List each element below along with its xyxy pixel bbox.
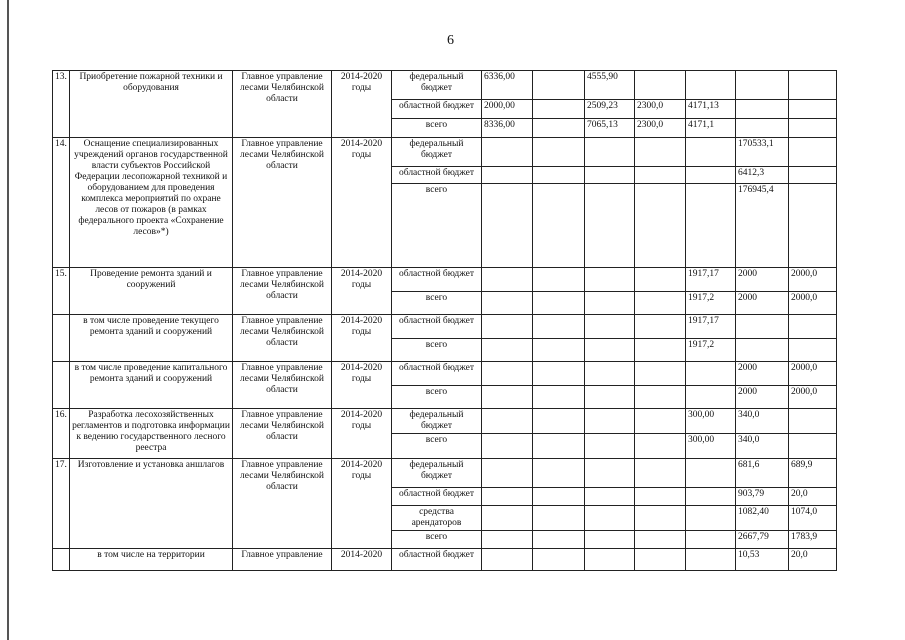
value-cell: [533, 100, 585, 119]
value-cell: [635, 167, 686, 184]
executor: Главное управление лесами Челябинской области: [233, 409, 332, 459]
value-cell: [482, 184, 533, 268]
value-cell: [585, 459, 635, 488]
value-cell: [736, 339, 789, 362]
value-cell: 2509,23: [585, 100, 635, 119]
value-cell: 1917,17: [686, 268, 736, 292]
value-cell: [533, 138, 585, 167]
funding-source: федеральный бюджет: [392, 138, 482, 167]
value-cell: [533, 71, 585, 100]
table-row: [53, 459, 837, 488]
item-number: 13.: [53, 71, 70, 138]
value-cell: [686, 386, 736, 409]
value-cell: 2000,0: [789, 362, 837, 386]
value-cell: 689,9: [789, 459, 837, 488]
value-cell: [585, 434, 635, 459]
period: 2014-2020 годы: [332, 71, 392, 138]
value-cell: [736, 315, 789, 339]
value-cell: [585, 268, 635, 292]
value-cell: 2000,0: [789, 386, 837, 409]
value-cell: [482, 292, 533, 315]
value-cell: [789, 138, 837, 167]
executor: Главное управление: [233, 549, 332, 571]
funding-source: федеральный бюджет: [392, 71, 482, 100]
value-cell: [533, 292, 585, 315]
value-cell: [635, 339, 686, 362]
funding-source: всего: [392, 119, 482, 138]
value-cell: 1082,40: [736, 506, 789, 531]
item-number: [53, 362, 70, 409]
value-cell: [482, 362, 533, 386]
value-cell: 300,00: [686, 434, 736, 459]
value-cell: 2300,0: [635, 100, 686, 119]
table-row: [53, 138, 837, 167]
table-row: [53, 409, 837, 434]
value-cell: [736, 119, 789, 138]
executor: Главное управление лесами Челябинской области: [233, 138, 332, 268]
executor: Главное управление лесами Челябинской области: [233, 459, 332, 549]
funding-source: всего: [392, 184, 482, 268]
value-cell: [789, 100, 837, 119]
value-cell: 2000: [736, 268, 789, 292]
value-cell: [533, 409, 585, 434]
value-cell: [533, 488, 585, 506]
executor: Главное управление лесами Челябинской области: [233, 268, 332, 315]
activity-name: Оснащение специализированных учреждений органов государственной власти субъектов Российской Федерации лесопожарной техникой и оборудованием для проведения комплекса мероприятий по охране лесов от пожаров (в рамках федерального проекта «Сохранение лесов»*): [70, 138, 233, 268]
value-cell: [533, 549, 585, 571]
value-cell: [585, 167, 635, 184]
funding-source: всего: [392, 386, 482, 409]
value-cell: 6412,3: [736, 167, 789, 184]
value-cell: [482, 434, 533, 459]
value-cell: 300,00: [686, 409, 736, 434]
item-number: 16.: [53, 409, 70, 459]
table-row: [53, 315, 837, 339]
value-cell: 681,6: [736, 459, 789, 488]
value-cell: 6336,00: [482, 71, 533, 100]
value-cell: 4555,90: [585, 71, 635, 100]
value-cell: [482, 386, 533, 409]
funding-source: областной бюджет: [392, 488, 482, 506]
period: 2014-2020: [332, 549, 392, 571]
value-cell: 4171,1: [686, 119, 736, 138]
funding-source: областной бюджет: [392, 315, 482, 339]
executor: Главное управление лесами Челябинской области: [233, 362, 332, 409]
value-cell: [635, 292, 686, 315]
item-number: 15.: [53, 268, 70, 315]
period: 2014-2020 годы: [332, 362, 392, 409]
funding-source: областной бюджет: [392, 549, 482, 571]
funding-source: всего: [392, 292, 482, 315]
value-cell: 2000,0: [789, 292, 837, 315]
value-cell: [482, 531, 533, 549]
value-cell: [736, 71, 789, 100]
funding-source: областной бюджет: [392, 100, 482, 119]
value-cell: [635, 184, 686, 268]
value-cell: [789, 184, 837, 268]
value-cell: [482, 315, 533, 339]
value-cell: [686, 138, 736, 167]
value-cell: 2300,0: [635, 119, 686, 138]
value-cell: [585, 488, 635, 506]
value-cell: [635, 386, 686, 409]
value-cell: [533, 386, 585, 409]
funding-source: средства арендаторов: [392, 506, 482, 531]
value-cell: 8336,00: [482, 119, 533, 138]
value-cell: 170533,1: [736, 138, 789, 167]
period: 2014-2020 годы: [332, 459, 392, 549]
activity-name: Разработка лесохозяйственных регламентов и подготовка информации к ведению государственного лесного реестра: [70, 409, 233, 459]
value-cell: [686, 531, 736, 549]
activity-name: Проведение ремонта зданий и сооружений: [70, 268, 233, 315]
value-cell: 2000: [736, 386, 789, 409]
value-cell: [533, 184, 585, 268]
value-cell: 10,53: [736, 549, 789, 571]
value-cell: 2000: [736, 292, 789, 315]
value-cell: [533, 268, 585, 292]
value-cell: [635, 549, 686, 571]
value-cell: 903,79: [736, 488, 789, 506]
value-cell: 1783,9: [789, 531, 837, 549]
value-cell: [482, 268, 533, 292]
value-cell: [789, 167, 837, 184]
value-cell: [482, 549, 533, 571]
period: 2014-2020 годы: [332, 315, 392, 362]
value-cell: [533, 531, 585, 549]
value-cell: [686, 506, 736, 531]
value-cell: [635, 71, 686, 100]
table-row: [53, 549, 837, 571]
value-cell: [533, 315, 585, 339]
value-cell: 176945,4: [736, 184, 789, 268]
value-cell: [533, 339, 585, 362]
value-cell: [482, 138, 533, 167]
item-number: [53, 549, 70, 571]
value-cell: [533, 506, 585, 531]
activity-name: в том числе проведение капитального ремонта зданий и сооружений: [70, 362, 233, 409]
value-cell: [585, 315, 635, 339]
value-cell: [585, 292, 635, 315]
value-cell: [533, 459, 585, 488]
value-cell: [789, 409, 837, 434]
value-cell: [686, 549, 736, 571]
executor: Главное управление лесами Челябинской области: [233, 315, 332, 362]
value-cell: [482, 339, 533, 362]
funding-source: федеральный бюджет: [392, 459, 482, 488]
value-cell: [635, 459, 686, 488]
value-cell: [585, 409, 635, 434]
value-cell: 20,0: [789, 488, 837, 506]
funding-source: федеральный бюджет: [392, 409, 482, 434]
funding-source: всего: [392, 434, 482, 459]
value-cell: 2000: [736, 362, 789, 386]
value-cell: [686, 71, 736, 100]
value-cell: [585, 506, 635, 531]
value-cell: [585, 531, 635, 549]
value-cell: [585, 184, 635, 268]
value-cell: [585, 549, 635, 571]
value-cell: [789, 315, 837, 339]
value-cell: [635, 268, 686, 292]
period: 2014-2020 годы: [332, 268, 392, 315]
activity-name: Изготовление и установка аншлагов: [70, 459, 233, 549]
activity-name: Приобретение пожарной техники и оборудования: [70, 71, 233, 138]
value-cell: [635, 315, 686, 339]
value-cell: 1917,2: [686, 339, 736, 362]
item-number: 17.: [53, 459, 70, 549]
value-cell: [533, 119, 585, 138]
funding-source: всего: [392, 339, 482, 362]
value-cell: 1917,17: [686, 315, 736, 339]
value-cell: [585, 362, 635, 386]
value-cell: 340,0: [736, 434, 789, 459]
value-cell: [686, 488, 736, 506]
value-cell: 2000,0: [789, 268, 837, 292]
value-cell: [635, 434, 686, 459]
table-row: [53, 268, 837, 292]
value-cell: [533, 167, 585, 184]
page-number: 6: [447, 33, 454, 48]
value-cell: [635, 506, 686, 531]
value-cell: 1074,0: [789, 506, 837, 531]
value-cell: [482, 506, 533, 531]
value-cell: [686, 184, 736, 268]
activity-name: в том числе на территории: [70, 549, 233, 571]
value-cell: 4171,13: [686, 100, 736, 119]
table-row: [53, 71, 837, 100]
value-cell: [585, 339, 635, 362]
funding-source: областной бюджет: [392, 268, 482, 292]
value-cell: [585, 386, 635, 409]
value-cell: [482, 409, 533, 434]
budget-table-body: [53, 71, 837, 571]
value-cell: [533, 362, 585, 386]
item-number: [53, 315, 70, 362]
value-cell: 20,0: [789, 549, 837, 571]
item-number: 14.: [53, 138, 70, 268]
budget-table: [52, 70, 837, 571]
value-cell: [789, 434, 837, 459]
value-cell: [635, 362, 686, 386]
value-cell: [686, 459, 736, 488]
value-cell: [585, 138, 635, 167]
value-cell: [789, 339, 837, 362]
funding-source: областной бюджет: [392, 362, 482, 386]
value-cell: 2667,79: [736, 531, 789, 549]
period: 2014-2020 годы: [332, 138, 392, 268]
value-cell: [635, 409, 686, 434]
value-cell: [482, 488, 533, 506]
activity-name: в том числе проведение текущего ремонта зданий и сооружений: [70, 315, 233, 362]
value-cell: [686, 167, 736, 184]
value-cell: [686, 362, 736, 386]
value-cell: [789, 119, 837, 138]
value-cell: [736, 100, 789, 119]
table-row: [53, 362, 837, 386]
value-cell: [482, 167, 533, 184]
value-cell: 1917,2: [686, 292, 736, 315]
value-cell: 7065,13: [585, 119, 635, 138]
value-cell: [789, 71, 837, 100]
value-cell: [533, 434, 585, 459]
period: 2014-2020 годы: [332, 409, 392, 459]
value-cell: [635, 531, 686, 549]
executor: Главное управление лесами Челябинской области: [233, 71, 332, 138]
funding-source: всего: [392, 531, 482, 549]
value-cell: 2000,00: [482, 100, 533, 119]
funding-source: областной бюджет: [392, 167, 482, 184]
page-left-edge: [7, 0, 9, 640]
value-cell: 340,0: [736, 409, 789, 434]
value-cell: [635, 138, 686, 167]
value-cell: [635, 488, 686, 506]
value-cell: [482, 459, 533, 488]
